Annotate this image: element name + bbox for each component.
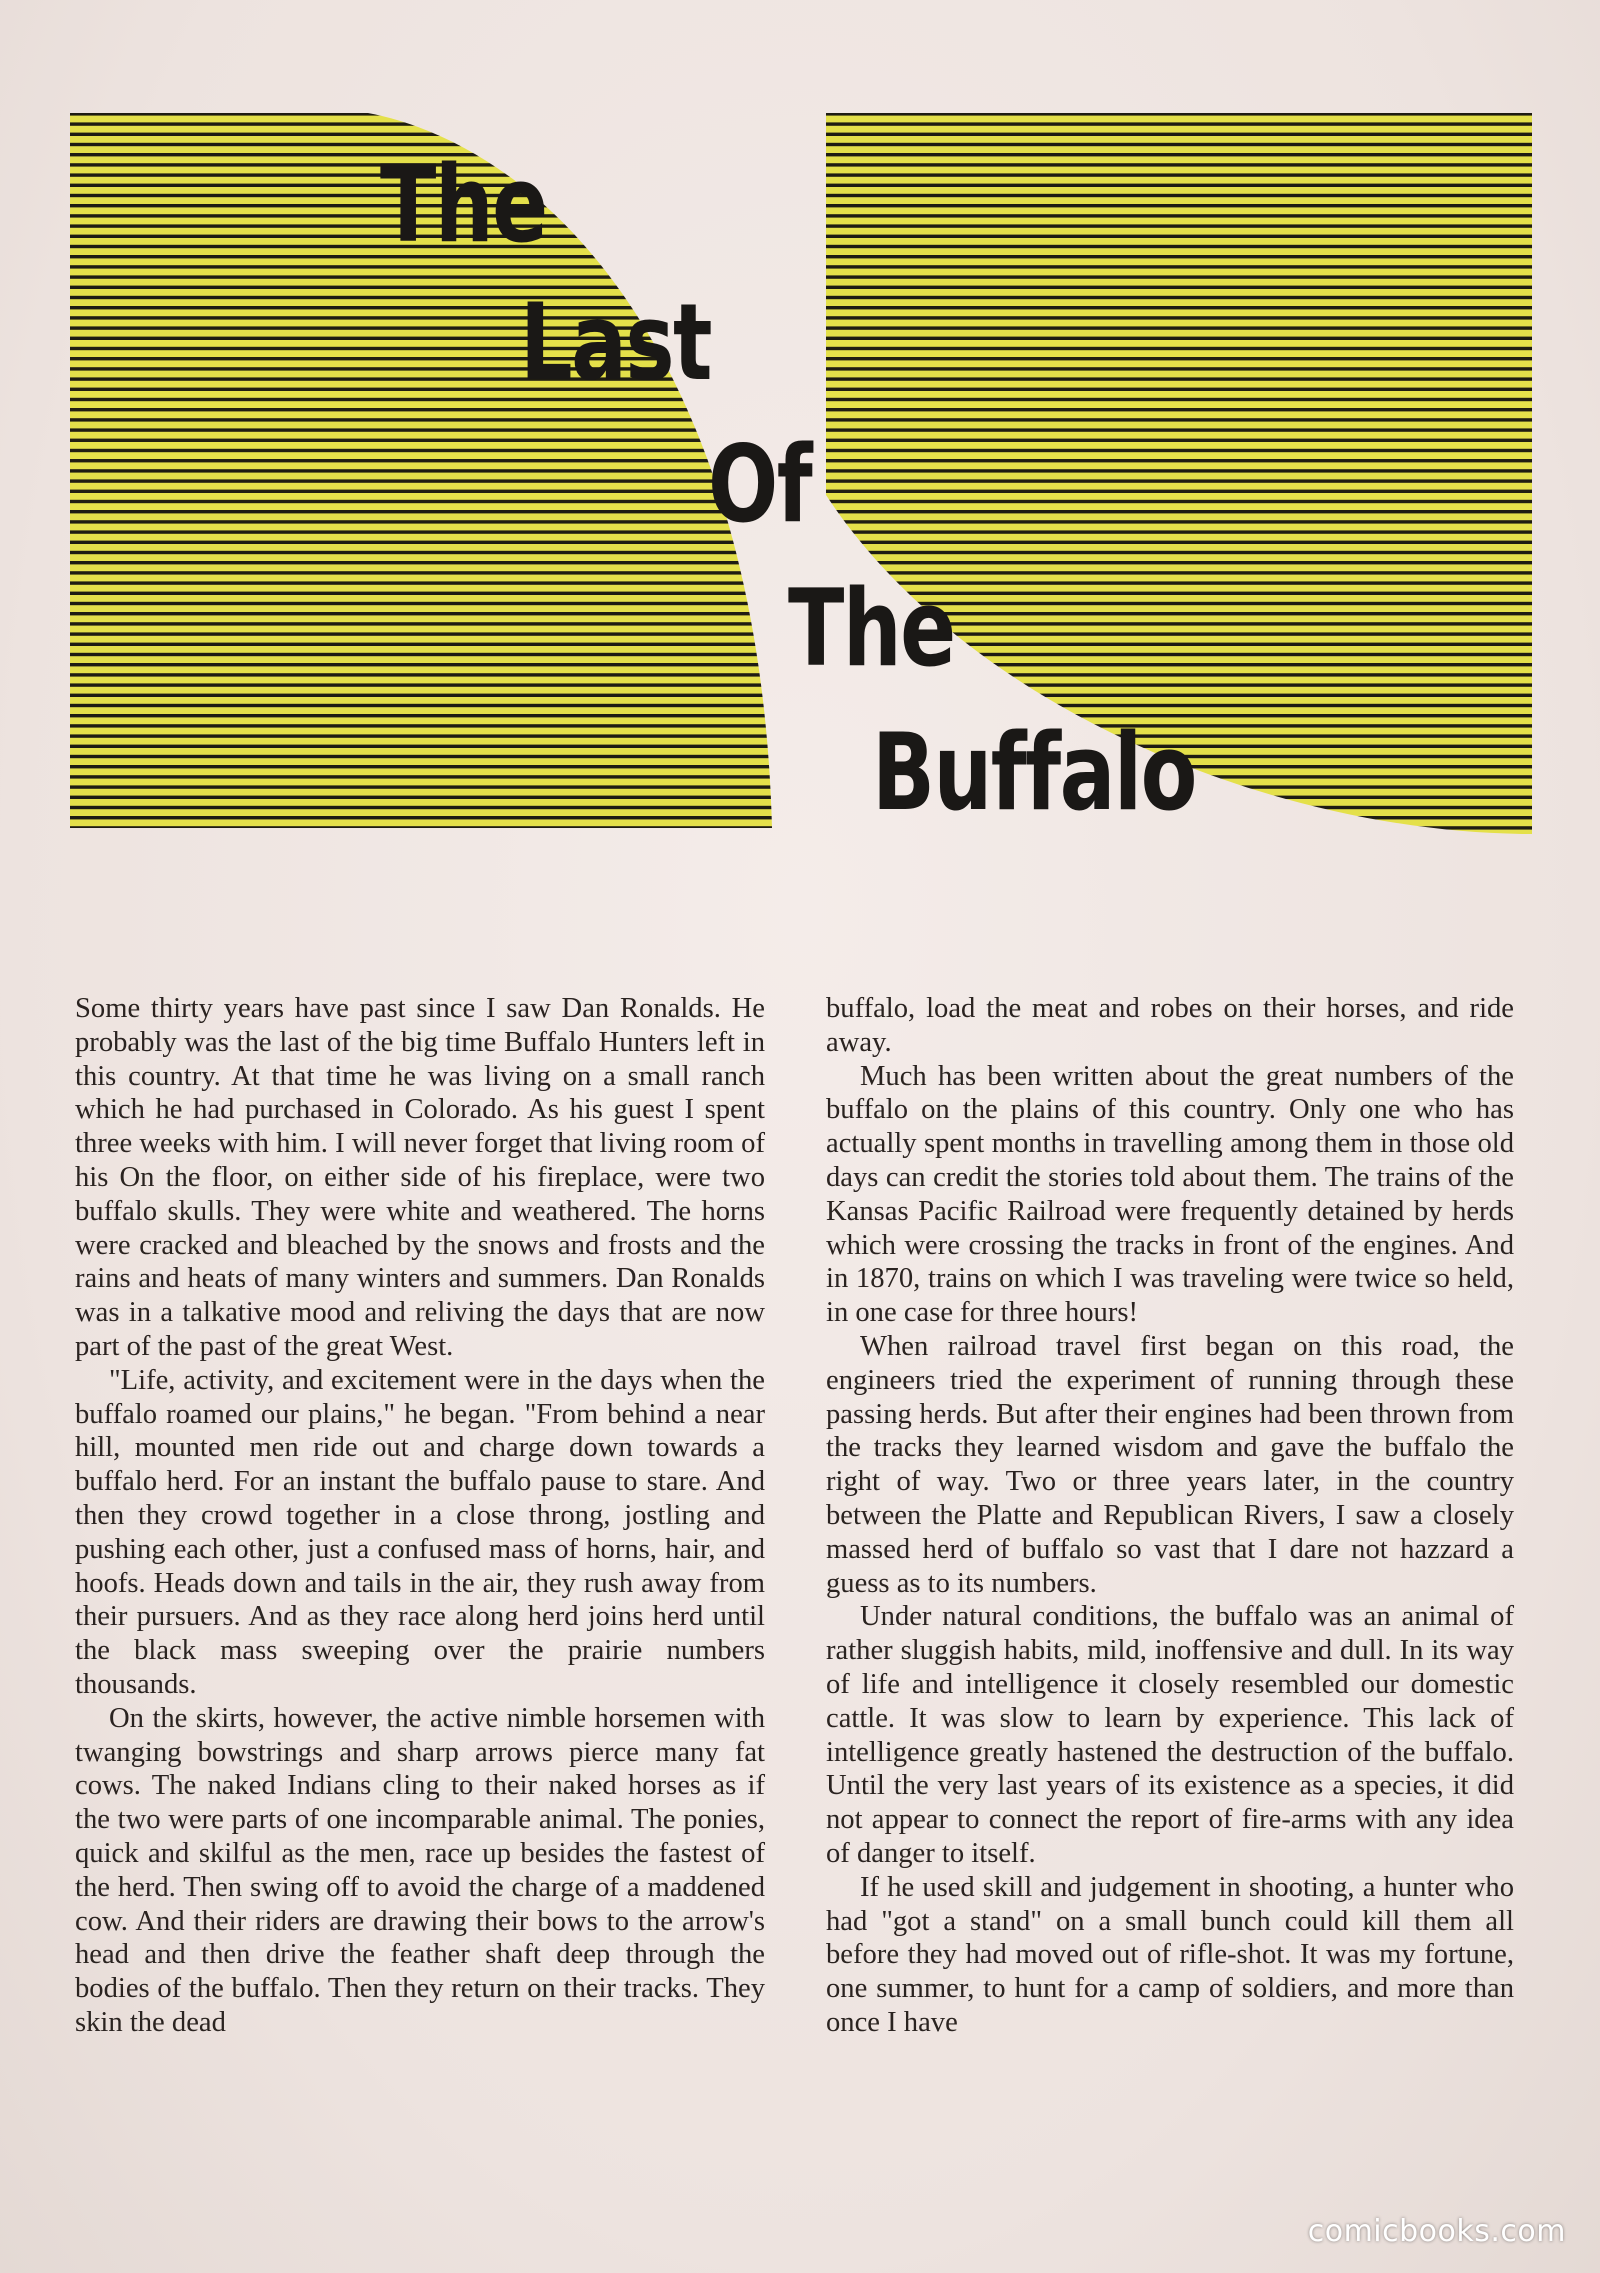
article-column-left: [75, 992, 765, 2040]
article-paragraph: Much has been written about the great numbers of the buffalo on the plains of this country. Only one who has actually spent months in travelling among them in those old days can credit the stories told about them. The trains of the Kansas Pacific Railroad were frequently detained by herds which were crossing the tracks in front of the engines. And in 1870, trains on which I was traveling were twice so held, in one case for three hours!: [826, 1060, 1514, 1329]
article-paragraph: Some thirty years have past since I saw Dan Ronalds. He probably was the last of the big time Buffalo Hunters left in this country. At that time he was living on a small ranch which he had purchased in Colorado. As his guest I spent three weeks with him. I will never forget that living room of his On the floor, on either side of his fireplace, were two buffalo skulls. They were white and weathered. The horns were cracked and bleached by the snows and frosts and the rains and heats of many winters and summers. Dan Ronalds was in a talkative mood and reliving the days that are now part of the past of the great West.: [75, 993, 765, 1362]
title-word-buffalo: Buffalo: [872, 711, 1196, 834]
title-word-the: The: [380, 143, 547, 266]
title-word-of: Of: [708, 423, 812, 546]
article-paragraph: "Life, activity, and excitement were in the days when the buffalo roamed our plains," he began. "From behind a near hill, mounted men ride out and charge down towards a buffalo herd. For an instant the buffalo pause to stare. And then they crowd together in a close throng, jostling and pushing each other, just a confused mass of horns, hair, and hoofs. Heads down and tails in the air, they rush away from their pursuers. And as they race along herd joins herd until the black mass sweeping over the prairie numbers thousands.: [75, 1364, 765, 1700]
article-paragraph: buffalo, load the meat and robes on their horses, and ride away.: [826, 993, 1514, 1058]
article-paragraph: Under natural conditions, the buffalo was an animal of rather sluggish habits, mild, inoffensive and dull. In its way of life and intelligence it closely resembled our domestic cattle. It was slow to learn by experience. This lack of intelligence greatly hastened the destruction of the buffalo. Until the very last years of its existence as a species, it did not appear to connect the report of fire-arms with any idea of danger to itself.: [826, 1601, 1514, 1869]
site-watermark: comicbooks.com: [1307, 2214, 1566, 2249]
title-word-the-2: The: [788, 567, 955, 690]
article-paragraph: When railroad travel first began on this road, the engineers tried the experiment of running through these passing herds. But after their engines had been thrown from the tracks they learned wisdom and gave the buffalo the right of way. Two or three years later, in the country between the Platte and Republican Rivers, I saw a closely massed herd of buffalo so vast that I dare not hazzard a guess as to its numbers.: [826, 1330, 1514, 1599]
article-column-right: [826, 992, 1514, 2040]
article-paragraph: If he used skill and judgement in shooting, a hunter who had "got a stand" on a small bunch could kill them all before they had moved out of rifle-shot. It was my fortune, one summer, to hunt for a camp of soldiers, and more than once I have: [826, 1871, 1514, 2038]
title-word-last: Last: [520, 281, 711, 404]
article-paragraph: On the skirts, however, the active nimble horsemen with twanging bowstrings and sharp arrows pierce many fat cows. The naked Indians cling to their naked horses as if the two were parts of one incomparable animal. The ponies, quick and skilful as the men, race up besides the fastest of the herd. Then swing off to avoid the charge of a maddened cow. And their riders are drawing their bows to the arrow's head and then drive the feather shaft deep through the bodies of the buffalo. Then they return on their tracks. They skin the dead: [75, 1702, 765, 2038]
